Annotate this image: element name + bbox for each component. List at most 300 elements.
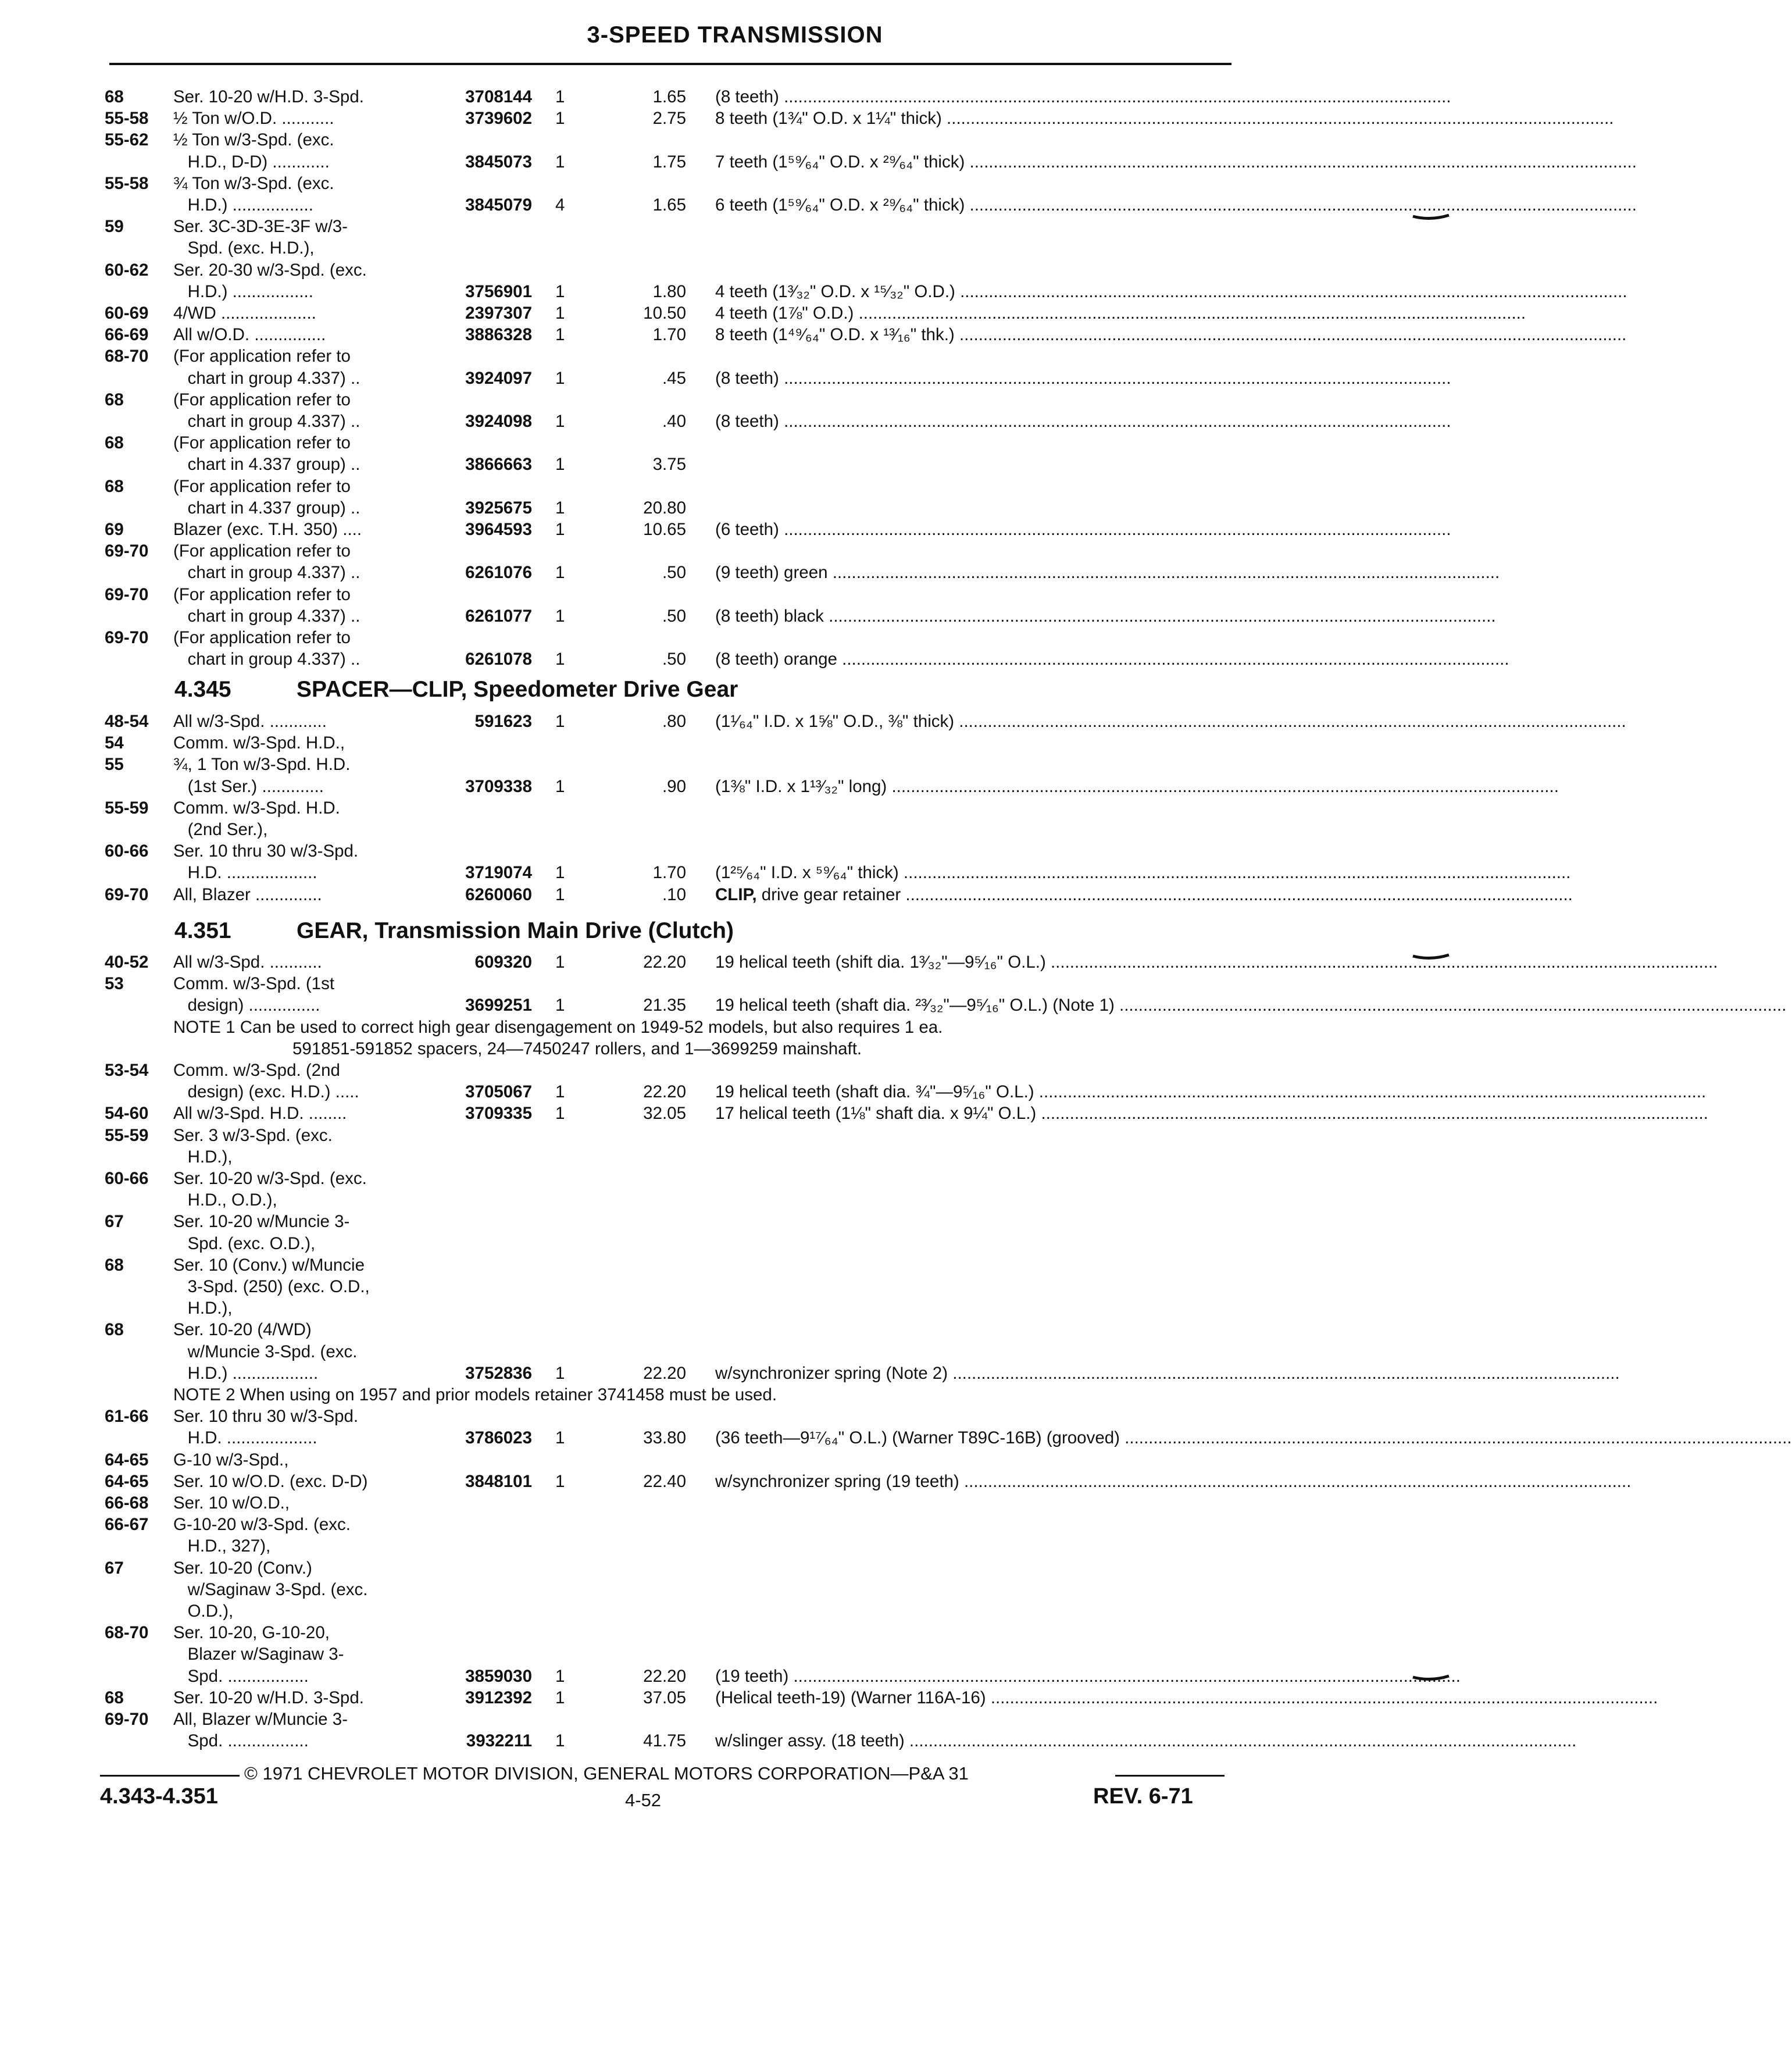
application: Blazer (exc. T.H. 350) .... — [173, 520, 362, 539]
model-years: 68 — [105, 476, 124, 496]
leader-dots: ............................................................................................................................................ — [854, 304, 1526, 323]
model-years: 60-66 — [105, 841, 149, 861]
price: 1.65 — [652, 195, 686, 215]
table-row — [0, 1233, 1470, 1255]
application: G-10-20 w/3-Spd. (exc. — [173, 1515, 351, 1535]
footer-page-number: 4-52 — [625, 1790, 662, 1810]
quantity: 1 — [555, 455, 565, 475]
section-4351-heading — [0, 917, 1470, 945]
description — [715, 1427, 1792, 1449]
application: Comm. w/3-Spd. (2nd — [173, 1061, 340, 1080]
application: (For application refer to — [173, 628, 351, 647]
quantity: 1 — [555, 304, 565, 323]
description — [715, 108, 1614, 130]
table-note — [0, 1384, 1470, 1406]
description — [715, 1687, 1658, 1709]
description-text: 17 helical teeth (1⅛" shaft dia. x 9¼" O.L.) — [715, 1104, 1037, 1124]
model-years: 55-59 — [105, 798, 149, 818]
description — [715, 862, 1571, 884]
model-years: 53 — [105, 974, 124, 994]
description-text: drive gear retainer — [756, 885, 901, 904]
section-4345-heading — [0, 676, 1470, 704]
note-text: NOTE 1 Can be used to correct high gear disengagement on 1949-52 models, but also requires 1 ea. — [173, 1017, 943, 1037]
description-text: 6 teeth (1⁵⁹⁄₆₄" O.D. x ²⁹⁄₆₄" thick) — [715, 195, 965, 215]
description — [715, 411, 1451, 433]
page-title: 3-SPEED TRANSMISSION — [587, 22, 883, 48]
price: 21.35 — [643, 996, 686, 1015]
application: design) ............... — [173, 996, 320, 1015]
price: .50 — [662, 563, 686, 583]
price: 22.20 — [643, 953, 686, 972]
quantity: 1 — [555, 1363, 565, 1383]
model-years: 55-58 — [105, 173, 149, 193]
model-years: 69-70 — [105, 541, 149, 561]
description — [715, 884, 1573, 906]
application: chart in group 4.337) .. — [173, 606, 360, 626]
quantity: 1 — [555, 1666, 565, 1686]
part-number: 3964593 — [465, 520, 532, 539]
application: chart in group 4.337) .. — [173, 412, 360, 431]
table-row — [0, 732, 1470, 754]
quantity: 1 — [555, 885, 565, 904]
model-years: 68-70 — [105, 347, 149, 366]
application: H.D.), — [173, 1147, 233, 1167]
leader-dots: ............................................................................................................................................ — [948, 1363, 1620, 1383]
quantity: 1 — [555, 1688, 565, 1707]
table-row — [0, 1406, 1470, 1428]
quantity: 1 — [555, 152, 565, 172]
model-years: 60-62 — [105, 260, 149, 280]
table-row — [0, 302, 1526, 324]
application: (For application refer to — [173, 476, 351, 496]
table-row — [0, 1297, 1470, 1320]
note-text: 591851-591852 spacers, 24—7450247 rollers, and 1—3699259 mainshaft. — [292, 1039, 862, 1058]
table-row — [0, 368, 1470, 390]
description-text: (1¹⁄₆₄" I.D. x 1⅝" O.D., ⅜" thick) — [715, 712, 955, 731]
application: All, Blazer w/Muncie 3- — [173, 1710, 348, 1729]
application: All, Blazer .............. — [173, 885, 322, 904]
application: design) (exc. H.D.) ..... — [173, 1082, 359, 1102]
part-number: 2397307 — [465, 304, 532, 323]
price: 1.80 — [652, 281, 686, 301]
application: Ser. 10-20 (4/WD) — [173, 1320, 312, 1340]
application: Ser. 10-20 w/H.D. 3-Spd. — [173, 87, 364, 106]
model-years: 59 — [105, 217, 124, 237]
leader-dots: ............................................................................................................................................ — [965, 152, 1637, 172]
model-years: 55 — [105, 755, 124, 775]
application: All w/3-Spd. H.D. ........ — [173, 1104, 347, 1124]
price: 10.50 — [643, 304, 686, 323]
description — [715, 1103, 1708, 1125]
leader-dots: ............................................................................................................................................ — [827, 563, 1500, 583]
table-row — [0, 1492, 1470, 1514]
application: 3-Spd. (250) (exc. O.D., — [173, 1277, 370, 1296]
part-number: 3786023 — [465, 1428, 532, 1448]
application: H.D.), — [173, 1299, 233, 1318]
model-years: 69-70 — [105, 1710, 149, 1729]
model-years: 68 — [105, 433, 124, 453]
price: 22.20 — [643, 1666, 686, 1686]
application: H.D., 327), — [173, 1536, 271, 1556]
leader-dots: ............................................................................................................................................ — [901, 885, 1573, 904]
application: Ser. 20-30 w/3-Spd. (exc. — [173, 260, 367, 280]
description-text: (1⅜" I.D. x 1¹³⁄₃₂" long) — [715, 776, 887, 796]
table-row — [0, 1687, 1658, 1709]
leader-dots: ............................................................................................................................................ — [965, 195, 1637, 215]
table-row — [0, 584, 1470, 606]
model-years: 40-52 — [105, 953, 149, 972]
application: chart in 4.337 group) .. — [173, 455, 360, 475]
table-row — [0, 324, 1627, 346]
table-row — [0, 819, 1470, 841]
table-row — [0, 562, 1500, 584]
application: chart in group 4.337) .. — [173, 650, 360, 669]
model-years: 69-70 — [105, 885, 149, 904]
price: 41.75 — [643, 1731, 686, 1751]
application: ¾ Ton w/3-Spd. (exc. — [173, 173, 334, 193]
model-years: 68 — [105, 1255, 124, 1275]
quantity: 1 — [555, 1082, 565, 1102]
price: 22.20 — [643, 1363, 686, 1383]
footer-range: 4.343-4.351 — [100, 1784, 218, 1809]
price: 1.75 — [652, 152, 686, 172]
price: .80 — [662, 712, 686, 731]
price: 1.65 — [652, 87, 686, 106]
leader-dots: ............................................................................................................................................ — [779, 412, 1451, 431]
description-text: (8 teeth) — [715, 368, 779, 388]
application: Spd. (exc. O.D.), — [173, 1233, 316, 1253]
application: (1st Ser.) ............. — [173, 776, 324, 796]
description-text: w/slinger assy. (18 teeth) — [715, 1731, 905, 1751]
model-years: 68-70 — [105, 1623, 149, 1643]
price: .90 — [662, 776, 686, 796]
part-number: 3859030 — [465, 1666, 532, 1686]
leader-dots: ............................................................................................................................................ — [904, 1731, 1577, 1751]
part-number: 6261077 — [465, 606, 532, 626]
model-years: 48-54 — [105, 712, 149, 731]
part-number: 3886328 — [465, 325, 532, 345]
section-4345-title: SPACER—CLIP, Speedometer Drive Gear — [297, 677, 738, 702]
application: Ser. 10-20 w/H.D. 3-Spd. — [173, 1688, 364, 1707]
table-row — [0, 951, 1718, 973]
leader-dots: ............................................................................................................................................ — [941, 109, 1614, 129]
model-years: 68 — [105, 1320, 124, 1340]
part-number: 3699251 — [465, 996, 532, 1015]
table-row — [0, 454, 1470, 476]
description — [715, 1666, 1461, 1688]
description-text: 8 teeth (1¾" O.D. x 1¼" thick) — [715, 109, 942, 129]
part-number: 3924098 — [465, 412, 532, 431]
leader-dots: ............................................................................................................................................ — [1114, 996, 1787, 1015]
table-row — [0, 1666, 1470, 1688]
application: Spd. ................. — [173, 1666, 309, 1686]
table-row — [0, 194, 1637, 216]
table-row — [0, 1341, 1470, 1363]
table-row — [0, 1081, 1707, 1103]
application: H.D., D-D) ............ — [173, 152, 330, 172]
table-row — [0, 1557, 1470, 1579]
table-row — [0, 1189, 1470, 1211]
application: All w/3-Spd. ............ — [173, 712, 327, 731]
part-number: 3752836 — [465, 1363, 532, 1383]
price: 1.70 — [652, 325, 686, 345]
scan-mark — [1413, 1675, 1449, 1683]
application: chart in 4.337 group) .. — [173, 498, 360, 518]
table-row — [0, 151, 1637, 173]
table-row — [0, 605, 1496, 627]
model-years: 54-60 — [105, 1104, 149, 1124]
application: O.D.), — [173, 1602, 234, 1621]
description — [715, 1730, 1577, 1752]
application: 4/WD .................... — [173, 304, 316, 323]
application: chart in group 4.337) .. — [173, 368, 360, 388]
application: Ser. 10-20, G-10-20, — [173, 1623, 330, 1643]
model-years: 67 — [105, 1212, 124, 1232]
quantity: 1 — [555, 953, 565, 972]
model-years: 64-65 — [105, 1450, 149, 1470]
application: Ser. 10-20 w/3-Spd. (exc. — [173, 1169, 367, 1188]
application: Ser. 10-20 w/Muncie 3- — [173, 1212, 350, 1232]
model-years: 61-66 — [105, 1407, 149, 1427]
application: Comm. w/3-Spd. (1st — [173, 974, 335, 994]
price: .10 — [662, 885, 686, 904]
application: Ser. 3C-3D-3E-3F w/3- — [173, 217, 348, 237]
price: .50 — [662, 606, 686, 626]
description-text: 19 helical teeth (shaft dia. ¾"—9⁵⁄₁₆" O.L.) — [715, 1082, 1034, 1102]
application: H.D.) ................. — [173, 195, 313, 215]
quantity: 1 — [555, 776, 565, 796]
description-text: 8 teeth (1⁴⁹⁄₆₄" O.D. x ¹³⁄₁₆" thk.) — [715, 325, 955, 345]
model-years: 64-65 — [105, 1471, 149, 1491]
description — [715, 711, 1626, 733]
model-years: 66-69 — [105, 325, 149, 345]
application: (For application refer to — [173, 584, 351, 604]
table-row — [0, 797, 1470, 819]
table-row — [0, 173, 1470, 195]
leader-dots: ............................................................................................................................................ — [779, 87, 1451, 106]
part-number: 3756901 — [465, 281, 532, 301]
quantity: 1 — [555, 1104, 565, 1124]
description — [715, 1363, 1620, 1385]
table-row — [0, 259, 1470, 281]
model-years: 66-67 — [105, 1515, 149, 1535]
leader-dots: ............................................................................................................................................ — [779, 520, 1451, 539]
section-4351-number: 4.351 — [174, 918, 231, 943]
description-text: (8 teeth) — [715, 412, 779, 431]
table-row — [0, 1146, 1470, 1168]
price: .40 — [662, 412, 686, 431]
part-number: 6260060 — [465, 885, 532, 904]
part-number: 3709338 — [465, 776, 532, 796]
description — [715, 951, 1718, 973]
application: Blazer w/Saginaw 3- — [173, 1645, 344, 1664]
application: Comm. w/3-Spd. H.D., — [173, 733, 345, 753]
table-row — [0, 711, 1626, 733]
leader-dots: ............................................................................................................................................ — [954, 325, 1627, 345]
footer-copyright: © 1971 CHEVROLET MOTOR DIVISION, GENERAL MOTORS CORPORATION—P&A 31 — [244, 1763, 969, 1784]
leader-dots: ............................................................................................................................................ — [823, 606, 1496, 626]
table-row — [0, 1514, 1470, 1536]
price: 37.05 — [643, 1688, 686, 1707]
quantity: 1 — [555, 650, 565, 669]
scan-mark — [1413, 954, 1449, 962]
description-text: 7 teeth (1⁵⁹⁄₆₄" O.D. x ²⁹⁄₆₄" thick) — [715, 152, 965, 172]
table-row — [0, 1211, 1470, 1233]
quantity: 1 — [555, 498, 565, 518]
footer-rule-right — [1115, 1775, 1225, 1777]
model-years: 60-69 — [105, 304, 149, 323]
leader-dots: ............................................................................................................................................ — [1034, 1082, 1707, 1102]
description-text: 19 helical teeth (shift dia. 1³⁄₃₂"—9⁵⁄₁₆" O.L.) — [715, 953, 1046, 972]
model-years: 67 — [105, 1558, 124, 1578]
description-text: (8 teeth) orange — [715, 650, 837, 669]
part-number: 3739602 — [465, 109, 532, 129]
table-row — [0, 129, 1470, 151]
table-row — [0, 1427, 1792, 1449]
application: chart in group 4.337) .. — [173, 563, 360, 583]
part-number: 3708144 — [465, 87, 532, 106]
table-row — [0, 1622, 1470, 1644]
description-text: (36 teeth—9¹⁷⁄₆₄" O.L.) (Warner T89C-16B) (grooved) — [715, 1428, 1120, 1448]
table-row — [0, 1600, 1470, 1622]
description-text: (19 teeth) — [715, 1666, 789, 1686]
model-years: 53-54 — [105, 1061, 149, 1080]
price: 3.75 — [652, 455, 686, 475]
price: .45 — [662, 368, 686, 388]
leader-dots: ............................................................................................................................................ — [837, 650, 1509, 669]
table-row — [0, 411, 1470, 433]
section-4351-title: GEAR, Transmission Main Drive (Clutch) — [297, 918, 734, 943]
application: ½ Ton w/3-Spd. (exc. — [173, 130, 334, 150]
application: w/Muncie 3-Spd. (exc. — [173, 1342, 358, 1361]
leader-dots: ............................................................................................................................................ — [1036, 1104, 1708, 1124]
application: H.D., O.D.), — [173, 1190, 277, 1210]
table-row — [0, 86, 1470, 108]
price: 32.05 — [643, 1104, 686, 1124]
table-row — [0, 389, 1470, 411]
model-years: 55-59 — [105, 1125, 149, 1145]
leader-dots: ............................................................................................................................................ — [959, 1471, 1632, 1491]
description-text: 4 teeth (1⅞" O.D.) — [715, 304, 854, 323]
quantity: 1 — [555, 368, 565, 388]
table-note — [0, 1038, 1470, 1060]
description-text: w/synchronizer spring (Note 2) — [715, 1363, 948, 1383]
table-row — [0, 1535, 1470, 1557]
table-row — [0, 1449, 1470, 1471]
table-row — [0, 345, 1470, 368]
description — [715, 302, 1526, 324]
quantity: 4 — [555, 195, 565, 215]
leader-dots: ............................................................................................................................................ — [788, 1666, 1461, 1686]
application: Comm. w/3-Spd. H.D. — [173, 798, 340, 818]
model-years: 69 — [105, 520, 124, 539]
table-row — [0, 1579, 1470, 1601]
application: Ser. 10 w/O.D., — [173, 1493, 290, 1513]
leader-dots: ............................................................................................................................................ — [986, 1688, 1658, 1707]
table-row — [0, 1125, 1470, 1147]
part-number: 3848101 — [465, 1471, 532, 1491]
price: 22.40 — [643, 1471, 686, 1491]
model-years: 66-68 — [105, 1493, 149, 1513]
price: 10.65 — [643, 520, 686, 539]
table-row — [0, 754, 1470, 776]
application: Spd. ................. — [173, 1731, 309, 1751]
application: G-10 w/3-Spd., — [173, 1450, 289, 1470]
description-text: (9 teeth) green — [715, 563, 828, 583]
leader-dots: ............................................................................................................................................ — [955, 281, 1627, 301]
table-row — [0, 973, 1470, 995]
application: (For application refer to — [173, 541, 351, 561]
model-years: 55-58 — [105, 109, 149, 129]
leader-dots: ............................................................................................................................................ — [887, 776, 1559, 796]
application: Ser. 10 w/O.D. (exc. D-D) — [173, 1471, 368, 1491]
price: 2.75 — [652, 109, 686, 129]
quantity: 1 — [555, 606, 565, 626]
application: (For application refer to — [173, 390, 351, 409]
note-text: NOTE 2 When using on 1957 and prior models retainer 3741458 must be used. — [173, 1385, 777, 1404]
part-number: 609320 — [474, 953, 532, 972]
table-row — [0, 1471, 1632, 1493]
table-row — [0, 840, 1470, 862]
table-row — [0, 1254, 1470, 1276]
description — [715, 151, 1637, 173]
description — [715, 194, 1637, 216]
part-number: 6261078 — [465, 650, 532, 669]
quantity: 1 — [555, 863, 565, 883]
price: 33.80 — [643, 1428, 686, 1448]
quantity: 1 — [555, 109, 565, 129]
application: H.D. ................... — [173, 863, 317, 883]
application: Ser. 10 thru 30 w/3-Spd. — [173, 841, 359, 861]
description-text: w/synchronizer spring (19 teeth) — [715, 1471, 959, 1491]
model-years: 69-70 — [105, 628, 149, 647]
description-text: (6 teeth) — [715, 520, 779, 539]
table-row — [0, 237, 1470, 259]
part-number: 3845079 — [465, 195, 532, 215]
leader-dots: ............................................................................................................................................ — [898, 863, 1571, 883]
part-number: 3719074 — [465, 863, 532, 883]
application: All w/O.D. ............... — [173, 325, 326, 345]
application: H.D. ................... — [173, 1428, 317, 1448]
model-years: 60-66 — [105, 1169, 149, 1188]
table-row — [0, 1709, 1470, 1731]
table-row — [0, 1643, 1470, 1666]
description-text: (8 teeth) — [715, 87, 779, 106]
description — [715, 605, 1496, 627]
part-number: 3705067 — [465, 1082, 532, 1102]
quantity: 1 — [555, 1731, 565, 1751]
description — [715, 1471, 1632, 1493]
part-number: 3912392 — [465, 1688, 532, 1707]
table-row — [0, 884, 1573, 906]
application: ¾, 1 Ton w/3-Spd. H.D. — [173, 755, 351, 775]
leader-dots: ............................................................................................................................................ — [779, 368, 1451, 388]
quantity: 1 — [555, 412, 565, 431]
part-number: 3845073 — [465, 152, 532, 172]
description — [715, 648, 1509, 671]
model-years: 54 — [105, 733, 124, 753]
application: ½ Ton w/O.D. ........... — [173, 109, 334, 129]
table-row — [0, 1103, 1708, 1125]
application: Spd. (exc. H.D.), — [173, 238, 315, 258]
model-years: 68 — [105, 390, 124, 409]
part-number: 6261076 — [465, 563, 532, 583]
table-row — [0, 519, 1470, 541]
table-row — [0, 1168, 1470, 1190]
part-number: 591623 — [474, 712, 532, 731]
leader-dots: ............................................................................................................................................ — [1045, 953, 1718, 972]
quantity: 1 — [555, 563, 565, 583]
